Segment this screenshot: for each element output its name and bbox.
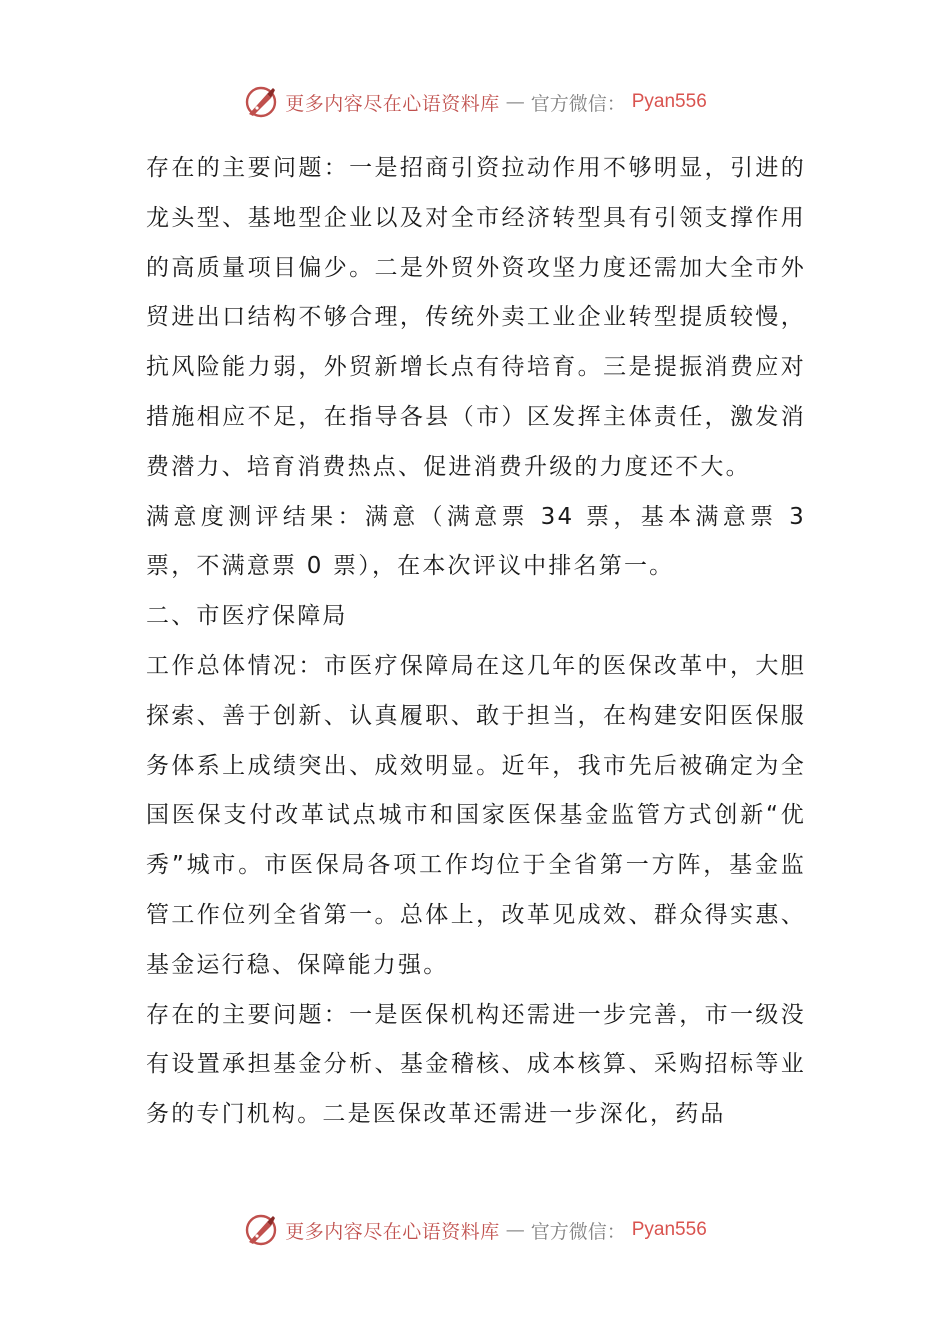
section-heading-medical-security: 二、市医疗保障局 <box>146 603 348 630</box>
banner-separator: — <box>505 1219 525 1241</box>
banner-content <box>243 1212 707 1248</box>
paragraph-overall-situation: 工作总体情况：市医疗保障局在这几年的医保改革中，大胆探索、善于创新、认真履职、敢于担当，在构建安阳医保服务体系上成绩突出、成效明显。近年，我市先后被确定为全国医保支付改革试点城市和国家医保基金监管方式创新“优秀”城市。市医保局各项工作均位于全省第一方阵，基金监管工作位列全省第一。总体上，改革见成效、群众得实惠、基金运行稳、保障能力强。 <box>146 652 806 978</box>
pen-nib-logo-icon <box>243 1212 279 1248</box>
banner-separator: — <box>505 91 525 113</box>
document-body <box>146 144 806 1140</box>
footer-banner <box>0 1208 950 1252</box>
paragraph-satisfaction-result: 满意度测评结果：满意（满意票 34 票，基本满意票 3 票，不满意票 0 票），在本次评议中排名第一。 <box>146 503 806 580</box>
banner-wechat-id: Pyan556 <box>631 1219 707 1240</box>
paragraph-main-problems-1: 存在的主要问题：一是招商引资拉动作用不够明显，引进的龙头型、基地型企业以及对全市经济转型具有引领支撑作用的高质量项目偏少。二是外贸外资攻坚力度还需加大全市外贸进出口结构不够合理，传统外卖工业企业转型提质较慢，抗风险能力弱，外贸新增长点有待培育。三是提振消费应对措施相应不足，在指导各县（市）区发挥主体责任，激发消费潜力、培育消费热点、促进消费升级的力度还不大。 <box>146 155 806 480</box>
header-banner <box>0 80 950 124</box>
banner-content <box>243 84 707 120</box>
banner-wechat-label: 官方微信： <box>530 92 626 115</box>
paragraph-main-problems-2: 存在的主要问题：一是医保机构还需进一步完善，市一级没有设置承担基金分析、基金稽核、成本核算、采购招标等业务的专门机构。二是医保改革还需进一步深化，药品 <box>146 1001 806 1128</box>
banner-wechat-id: Pyan556 <box>631 91 707 112</box>
banner-site-text: 更多内容尽在心语资料库 <box>285 1220 500 1243</box>
banner-site-text: 更多内容尽在心语资料库 <box>285 92 500 115</box>
pen-nib-logo-icon <box>243 84 279 120</box>
banner-wechat-label: 官方微信： <box>530 1220 626 1243</box>
